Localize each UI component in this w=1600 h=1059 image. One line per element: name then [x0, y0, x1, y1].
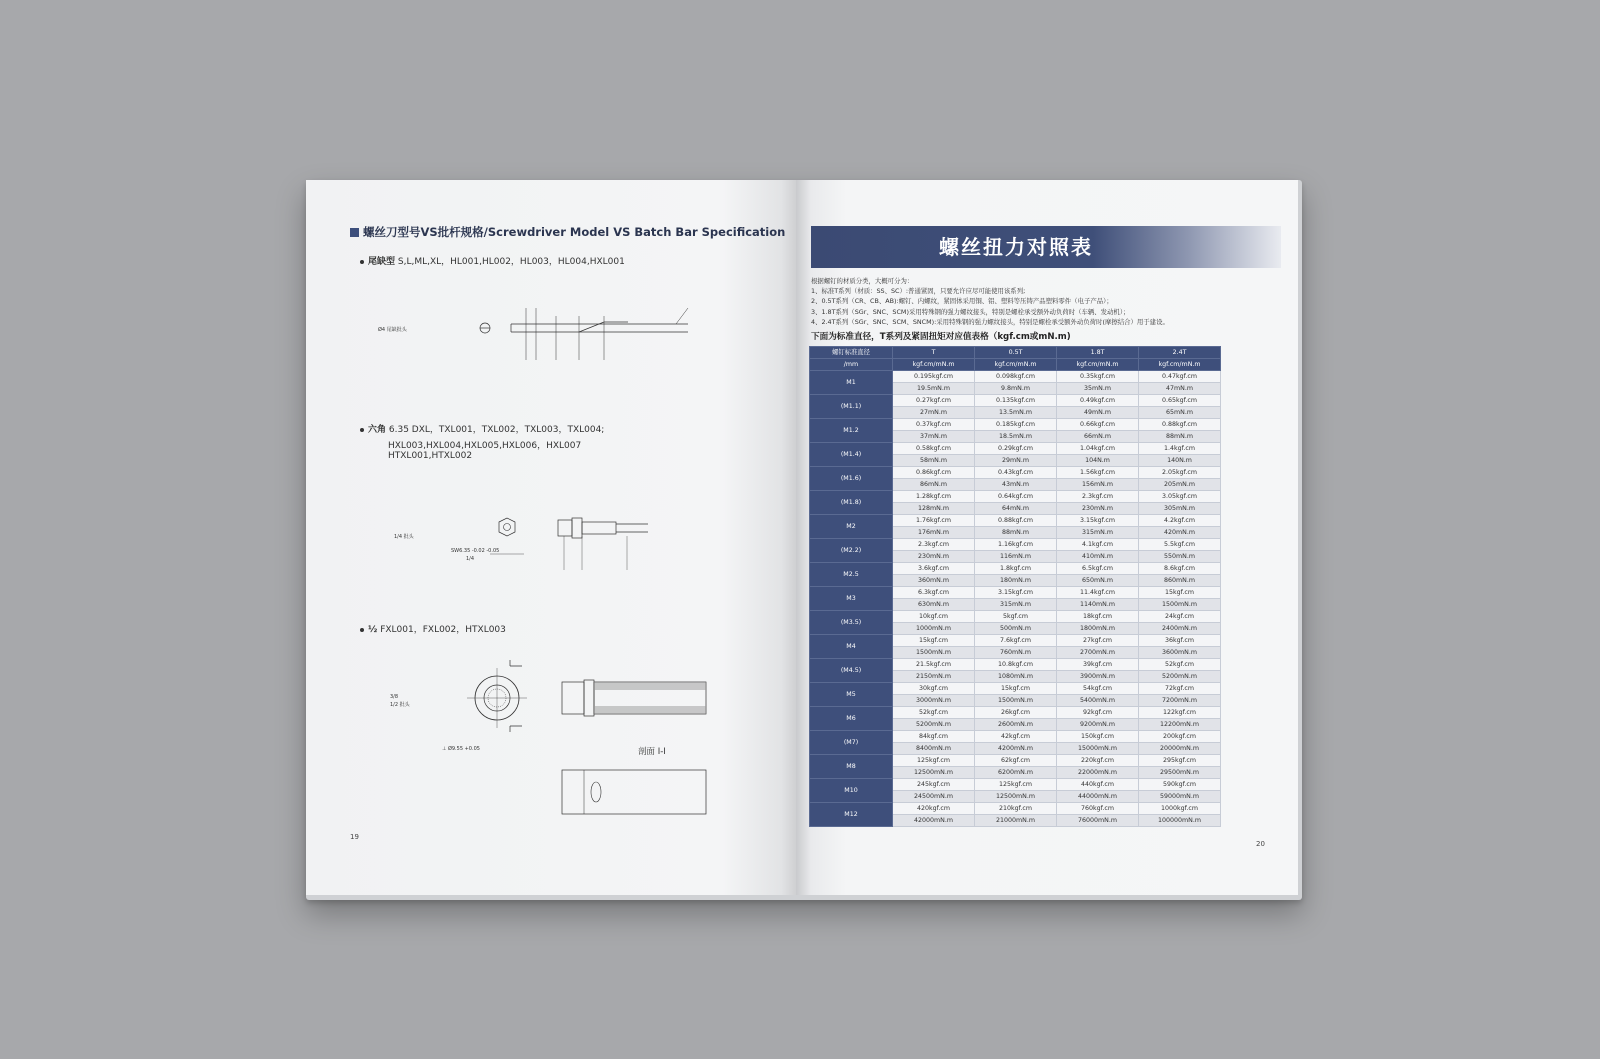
- bullet-dot-icon: [360, 628, 364, 632]
- torque-kgf-cell: 72kgf.cm: [1139, 683, 1221, 695]
- torque-mn-cell: 3600mN.m: [1139, 647, 1221, 659]
- header-unit-mm: /mm: [810, 359, 893, 371]
- torque-kgf-cell: 7.6kgf.cm: [975, 635, 1057, 647]
- torque-mn-cell: 13.5mN.m: [975, 407, 1057, 419]
- torque-mn-cell: 7200mN.m: [1139, 695, 1221, 707]
- torque-kgf-cell: 2.3kgf.cm: [1057, 491, 1139, 503]
- torque-mn-cell: 86mN.m: [893, 479, 975, 491]
- torque-mn-cell: 3900mN.m: [1057, 671, 1139, 683]
- torque-mn-cell: 1800mN.m: [1057, 623, 1139, 635]
- drawing-label-half-2: 1/2 批头: [390, 702, 410, 708]
- torque-mn-cell: 1080mN.m: [975, 671, 1057, 683]
- screw-size-cell: (M1.4): [810, 443, 893, 467]
- torque-mn-cell: 29mN.m: [975, 455, 1057, 467]
- torque-kgf-cell: 92kgf.cm: [1057, 707, 1139, 719]
- torque-kgf-cell: 0.58kgf.cm: [893, 443, 975, 455]
- torque-mn-cell: 410mN.m: [1057, 551, 1139, 563]
- screw-size-cell: M8: [810, 755, 893, 779]
- table-row: [810, 587, 1221, 599]
- torque-kgf-cell: 150kgf.cm: [1057, 731, 1139, 743]
- torque-kgf-cell: 3.15kgf.cm: [1057, 515, 1139, 527]
- item-models: FXL001，FXL002，HTXL003: [377, 625, 506, 635]
- torque-mn-cell: 2400mN.m: [1139, 623, 1221, 635]
- torque-kgf-cell: 8.6kgf.cm: [1139, 563, 1221, 575]
- list-item-hex: [360, 424, 604, 437]
- torque-kgf-cell: 5kgf.cm: [975, 611, 1057, 623]
- torque-mn-cell: 315mN.m: [1057, 527, 1139, 539]
- item-models-line2: HXL003,HXL004,HXL005,HXL006，HXL007: [388, 441, 582, 451]
- torque-mn-cell: 20000mN.m: [1139, 743, 1221, 755]
- torque-kgf-cell: 30kgf.cm: [893, 683, 975, 695]
- torque-kgf-cell: 1.16kgf.cm: [975, 539, 1057, 551]
- torque-mn-cell: 1500mN.m: [975, 695, 1057, 707]
- torque-mn-cell: 1500mN.m: [893, 647, 975, 659]
- torque-mn-cell: 27mN.m: [893, 407, 975, 419]
- torque-mn-cell: 305mN.m: [1139, 503, 1221, 515]
- torque-kgf-cell: 125kgf.cm: [975, 779, 1057, 791]
- torque-mn-cell: 22000mN.m: [1057, 767, 1139, 779]
- screw-size-cell: M2: [810, 515, 893, 539]
- screw-size-cell: (M1.1): [810, 395, 893, 419]
- table-row: [810, 755, 1221, 767]
- intro-line: 1、标准T系列（材质：SS、SC）:普通紧固，只要允许应尽可能使用该系列;: [811, 287, 1026, 296]
- table-row: [810, 731, 1221, 743]
- torque-kgf-cell: 27kgf.cm: [1057, 635, 1139, 647]
- torque-mn-cell: 64mN.m: [975, 503, 1057, 515]
- torque-table: [809, 346, 1221, 827]
- torque-mn-cell: 9200mN.m: [1057, 719, 1139, 731]
- item-type: ½: [368, 625, 378, 635]
- table-row: [810, 419, 1221, 431]
- table-row: [810, 491, 1221, 503]
- screw-size-cell: M3: [810, 587, 893, 611]
- torque-kgf-cell: 24kgf.cm: [1139, 611, 1221, 623]
- screw-size-cell: (M1.8): [810, 491, 893, 515]
- torque-kgf-cell: 1.28kgf.cm: [893, 491, 975, 503]
- torque-mn-cell: 43mN.m: [975, 479, 1057, 491]
- table-row: [810, 659, 1221, 671]
- torque-kgf-cell: 420kgf.cm: [893, 803, 975, 815]
- torque-kgf-cell: 21.5kgf.cm: [893, 659, 975, 671]
- torque-mn-cell: 4200mN.m: [975, 743, 1057, 755]
- torque-kgf-cell: 5.5kgf.cm: [1139, 539, 1221, 551]
- list-item-tail-cut: [360, 256, 625, 269]
- right-page: [796, 180, 1298, 895]
- torque-kgf-cell: 0.66kgf.cm: [1057, 419, 1139, 431]
- torque-kgf-cell: 39kgf.cm: [1057, 659, 1139, 671]
- square-bullet-icon: [350, 228, 359, 237]
- torque-kgf-cell: 0.27kgf.cm: [893, 395, 975, 407]
- torque-mn-cell: 29500mN.m: [1139, 767, 1221, 779]
- section-title-text: 螺丝刀型号VS批杆规格/Screwdriver Model VS Batch Bar Specification: [363, 225, 786, 239]
- table-row: [810, 779, 1221, 791]
- torque-kgf-cell: 245kgf.cm: [893, 779, 975, 791]
- torque-kgf-cell: 18kgf.cm: [1057, 611, 1139, 623]
- torque-mn-cell: 500mN.m: [975, 623, 1057, 635]
- banner-title: 螺丝扭力对照表: [939, 235, 1093, 259]
- intro-line: 根据螺钉的材质分类，大概可分为：: [811, 277, 914, 285]
- page-number-left: 19: [350, 833, 359, 841]
- torque-kgf-cell: 1.56kgf.cm: [1057, 467, 1139, 479]
- torque-mn-cell: 140N.m: [1139, 455, 1221, 467]
- screw-size-cell: (M2.2): [810, 539, 893, 563]
- torque-kgf-cell: 1.76kgf.cm: [893, 515, 975, 527]
- torque-mn-cell: 12500mN.m: [893, 767, 975, 779]
- torque-kgf-cell: 0.195kgf.cm: [893, 371, 975, 383]
- torque-mn-cell: 100000mN.m: [1139, 815, 1221, 827]
- torque-kgf-cell: 1000kgf.cm: [1139, 803, 1221, 815]
- torque-kgf-cell: 0.185kgf.cm: [975, 419, 1057, 431]
- torque-mn-cell: 65mN.m: [1139, 407, 1221, 419]
- tail-cut-drawing: [366, 298, 696, 378]
- screw-size-cell: M1.2: [810, 419, 893, 443]
- torque-kgf-cell: 36kgf.cm: [1139, 635, 1221, 647]
- torque-kgf-cell: 6.5kgf.cm: [1057, 563, 1139, 575]
- screw-size-cell: M5: [810, 683, 893, 707]
- table-row: [810, 683, 1221, 695]
- torque-kgf-cell: 84kgf.cm: [893, 731, 975, 743]
- torque-kgf-cell: 11.4kgf.cm: [1057, 587, 1139, 599]
- bullet-dot-icon: [360, 428, 364, 432]
- torque-mn-cell: 9.8mN.m: [975, 383, 1057, 395]
- table-row: [810, 707, 1221, 719]
- torque-kgf-cell: 0.64kgf.cm: [975, 491, 1057, 503]
- torque-kgf-cell: 10.8kgf.cm: [975, 659, 1057, 671]
- header-unit: kgf.cm/mN.m: [975, 359, 1057, 371]
- torque-mn-cell: 15000mN.m: [1057, 743, 1139, 755]
- torque-kgf-cell: 0.43kgf.cm: [975, 467, 1057, 479]
- drawing-label-hex: 1/4 批头: [394, 534, 414, 540]
- torque-kgf-cell: 760kgf.cm: [1057, 803, 1139, 815]
- drawing-label-half-1: 3/8: [390, 694, 399, 700]
- item-models-line3: HTXL001,HTXL002: [388, 451, 473, 461]
- header-diameter: 螺钉标准直径: [810, 347, 893, 359]
- torque-mn-cell: 24500mN.m: [893, 791, 975, 803]
- table-caption: 下面为标准直径，T系列及紧固扭矩对应值表格（kgf.cm或mN.m): [811, 332, 1071, 342]
- torque-kgf-cell: 52kgf.cm: [1139, 659, 1221, 671]
- table-row: [810, 467, 1221, 479]
- header-col-t: T: [893, 347, 975, 359]
- item-models: S,L,ML,XL，HL001,HL002，HL003，HL004,HXL001: [395, 257, 625, 267]
- intro-line: 3、1.8T系列（SGr、SNC、SCM)采用特殊钢的强力螺纹接头，特别是螺栓承受额外动负荷时（车辆、发动机）；: [811, 307, 1130, 316]
- torque-mn-cell: 360mN.m: [893, 575, 975, 587]
- torque-kgf-cell: 200kgf.cm: [1139, 731, 1221, 743]
- torque-mn-cell: 12200mN.m: [1139, 719, 1221, 731]
- torque-mn-cell: 550mN.m: [1139, 551, 1221, 563]
- torque-mn-cell: 88mN.m: [1139, 431, 1221, 443]
- torque-kgf-cell: 3.15kgf.cm: [975, 587, 1057, 599]
- item-models: 6.35 DXL，TXL001，TXL002，TXL003，TXL004;: [386, 425, 605, 435]
- title-banner: [811, 226, 1281, 268]
- table-row: [810, 539, 1221, 551]
- torque-kgf-cell: 0.86kgf.cm: [893, 467, 975, 479]
- torque-kgf-cell: 62kgf.cm: [975, 755, 1057, 767]
- torque-mn-cell: 180mN.m: [975, 575, 1057, 587]
- screw-size-cell: M2.5: [810, 563, 893, 587]
- torque-kgf-cell: 1.4kgf.cm: [1139, 443, 1221, 455]
- header-col-05t: 0.5T: [975, 347, 1057, 359]
- torque-mn-cell: 2150mN.m: [893, 671, 975, 683]
- hex-drawing: [386, 498, 656, 578]
- torque-kgf-cell: 26kgf.cm: [975, 707, 1057, 719]
- bullet-dot-icon: [360, 260, 364, 264]
- torque-mn-cell: 176mN.m: [893, 527, 975, 539]
- torque-kgf-cell: 2.3kgf.cm: [893, 539, 975, 551]
- screw-size-cell: (M3.5): [810, 611, 893, 635]
- torque-mn-cell: 2600mN.m: [975, 719, 1057, 731]
- torque-kgf-cell: 122kgf.cm: [1139, 707, 1221, 719]
- torque-mn-cell: 44000mN.m: [1057, 791, 1139, 803]
- list-item-half: [360, 624, 506, 637]
- torque-mn-cell: 12500mN.m: [975, 791, 1057, 803]
- torque-mn-cell: 230mN.m: [1057, 503, 1139, 515]
- torque-mn-cell: 5200mN.m: [893, 719, 975, 731]
- torque-kgf-cell: 2.05kgf.cm: [1139, 467, 1221, 479]
- screw-size-cell: M12: [810, 803, 893, 827]
- header-col-18t: 1.8T: [1057, 347, 1139, 359]
- screw-size-cell: M10: [810, 779, 893, 803]
- torque-kgf-cell: 1.8kgf.cm: [975, 563, 1057, 575]
- table-row: [810, 515, 1221, 527]
- torque-mn-cell: 42000mN.m: [893, 815, 975, 827]
- torque-mn-cell: 3000mN.m: [893, 695, 975, 707]
- torque-kgf-cell: 3.6kgf.cm: [893, 563, 975, 575]
- torque-mn-cell: 650mN.m: [1057, 575, 1139, 587]
- torque-mn-cell: 19.5mN.m: [893, 383, 975, 395]
- section-label: 剖面 I-I: [638, 747, 666, 757]
- torque-mn-cell: 420mN.m: [1139, 527, 1221, 539]
- torque-kgf-cell: 6.3kgf.cm: [893, 587, 975, 599]
- page-number-right: 20: [1256, 840, 1265, 848]
- torque-kgf-cell: 0.49kgf.cm: [1057, 395, 1139, 407]
- torque-mn-cell: 860mN.m: [1139, 575, 1221, 587]
- torque-kgf-cell: 4.1kgf.cm: [1057, 539, 1139, 551]
- torque-kgf-cell: 440kgf.cm: [1057, 779, 1139, 791]
- torque-mn-cell: 49mN.m: [1057, 407, 1139, 419]
- torque-kgf-cell: 0.29kgf.cm: [975, 443, 1057, 455]
- torque-kgf-cell: 0.35kgf.cm: [1057, 371, 1139, 383]
- intro-text: [811, 276, 1169, 327]
- torque-mn-cell: 128mN.m: [893, 503, 975, 515]
- left-page: [306, 180, 796, 895]
- torque-kgf-cell: 10kgf.cm: [893, 611, 975, 623]
- drawing-dim-hex: SW6.35 -0.02 -0.05: [451, 548, 500, 554]
- table-row: [810, 563, 1221, 575]
- torque-kgf-cell: 3.05kgf.cm: [1139, 491, 1221, 503]
- open-brochure: [306, 180, 1302, 900]
- header-unit: kgf.cm/mN.m: [1139, 359, 1221, 371]
- torque-mn-cell: 760mN.m: [975, 647, 1057, 659]
- torque-mn-cell: 156mN.m: [1057, 479, 1139, 491]
- torque-kgf-cell: 0.65kgf.cm: [1139, 395, 1221, 407]
- torque-kgf-cell: 0.37kgf.cm: [893, 419, 975, 431]
- item-type: 尾缺型: [368, 257, 396, 267]
- table-row: [810, 443, 1221, 455]
- torque-mn-cell: 59000mN.m: [1139, 791, 1221, 803]
- drawing-dim-half: ⊥ Ø9.55 +0.05: [442, 746, 480, 752]
- torque-mn-cell: 88mN.m: [975, 527, 1057, 539]
- screw-size-cell: (M1.6): [810, 467, 893, 491]
- torque-mn-cell: 315mN.m: [975, 599, 1057, 611]
- torque-mn-cell: 1000mN.m: [893, 623, 975, 635]
- torque-mn-cell: 47mN.m: [1139, 383, 1221, 395]
- torque-mn-cell: 37mN.m: [893, 431, 975, 443]
- torque-kgf-cell: 0.098kgf.cm: [975, 371, 1057, 383]
- torque-kgf-cell: 15kgf.cm: [893, 635, 975, 647]
- torque-kgf-cell: 15kgf.cm: [1139, 587, 1221, 599]
- table-row: [810, 371, 1221, 383]
- torque-kgf-cell: 54kgf.cm: [1057, 683, 1139, 695]
- torque-mn-cell: 1500mN.m: [1139, 599, 1221, 611]
- torque-mn-cell: 18.5mN.m: [975, 431, 1057, 443]
- table-row: [810, 635, 1221, 647]
- drawing-label-tail-cut: Ø4 尾缺批头: [378, 327, 407, 333]
- torque-kgf-cell: 210kgf.cm: [975, 803, 1057, 815]
- torque-kgf-cell: 4.2kgf.cm: [1139, 515, 1221, 527]
- torque-mn-cell: 6200mN.m: [975, 767, 1057, 779]
- torque-mn-cell: 205mN.m: [1139, 479, 1221, 491]
- item-type: 六角: [368, 425, 387, 435]
- torque-mn-cell: 5400mN.m: [1057, 695, 1139, 707]
- torque-table-body: [810, 371, 1221, 827]
- torque-mn-cell: 116mN.m: [975, 551, 1057, 563]
- intro-line: 4、2.4T系列（SGr、SNC、SCM、SNCM):采用特殊钢的强力螺纹接头，特别是螺栓承受额外动负荷时(摩擦结合）用于建设。: [811, 317, 1169, 326]
- screw-size-cell: M1: [810, 371, 893, 395]
- section-title: [350, 224, 785, 240]
- screw-size-cell: M4: [810, 635, 893, 659]
- torque-kgf-cell: 42kgf.cm: [975, 731, 1057, 743]
- torque-mn-cell: 104N.m: [1057, 455, 1139, 467]
- torque-kgf-cell: 590kgf.cm: [1139, 779, 1221, 791]
- table-row: [810, 611, 1221, 623]
- torque-kgf-cell: 1.04kgf.cm: [1057, 443, 1139, 455]
- screw-size-cell: (M7): [810, 731, 893, 755]
- torque-kgf-cell: 0.135kgf.cm: [975, 395, 1057, 407]
- torque-kgf-cell: 125kgf.cm: [893, 755, 975, 767]
- torque-kgf-cell: 52kgf.cm: [893, 707, 975, 719]
- torque-mn-cell: 1140mN.m: [1057, 599, 1139, 611]
- torque-kgf-cell: 220kgf.cm: [1057, 755, 1139, 767]
- torque-kgf-cell: 0.88kgf.cm: [1139, 419, 1221, 431]
- torque-mn-cell: 5200mN.m: [1139, 671, 1221, 683]
- torque-mn-cell: 35mN.m: [1057, 383, 1139, 395]
- header-col-24t: 2.4T: [1139, 347, 1221, 359]
- torque-mn-cell: 8400mN.m: [893, 743, 975, 755]
- half-inch-drawing: [382, 656, 742, 826]
- torque-mn-cell: 230mN.m: [893, 551, 975, 563]
- torque-mn-cell: 2700mN.m: [1057, 647, 1139, 659]
- intro-line: 2、0.5T系列（CR、CB、AB):螺钉、内螺纹，紧固体采用铜、铝、塑料等压铸产品塑料零件（电子产品）；: [811, 297, 1113, 306]
- torque-mn-cell: 66mN.m: [1057, 431, 1139, 443]
- torque-mn-cell: 58mN.m: [893, 455, 975, 467]
- torque-mn-cell: 21000mN.m: [975, 815, 1057, 827]
- screw-size-cell: (M4.5): [810, 659, 893, 683]
- torque-kgf-cell: 0.47kgf.cm: [1139, 371, 1221, 383]
- header-unit: kgf.cm/mN.m: [1057, 359, 1139, 371]
- torque-kgf-cell: 15kgf.cm: [975, 683, 1057, 695]
- table-row: [810, 803, 1221, 815]
- header-unit: kgf.cm/mN.m: [893, 359, 975, 371]
- screw-size-cell: M6: [810, 707, 893, 731]
- torque-mn-cell: 76000mN.m: [1057, 815, 1139, 827]
- torque-kgf-cell: 295kgf.cm: [1139, 755, 1221, 767]
- torque-kgf-cell: 0.88kgf.cm: [975, 515, 1057, 527]
- table-row: [810, 395, 1221, 407]
- torque-mn-cell: 630mN.m: [893, 599, 975, 611]
- drawing-dim-quarter: 1/4: [466, 556, 475, 562]
